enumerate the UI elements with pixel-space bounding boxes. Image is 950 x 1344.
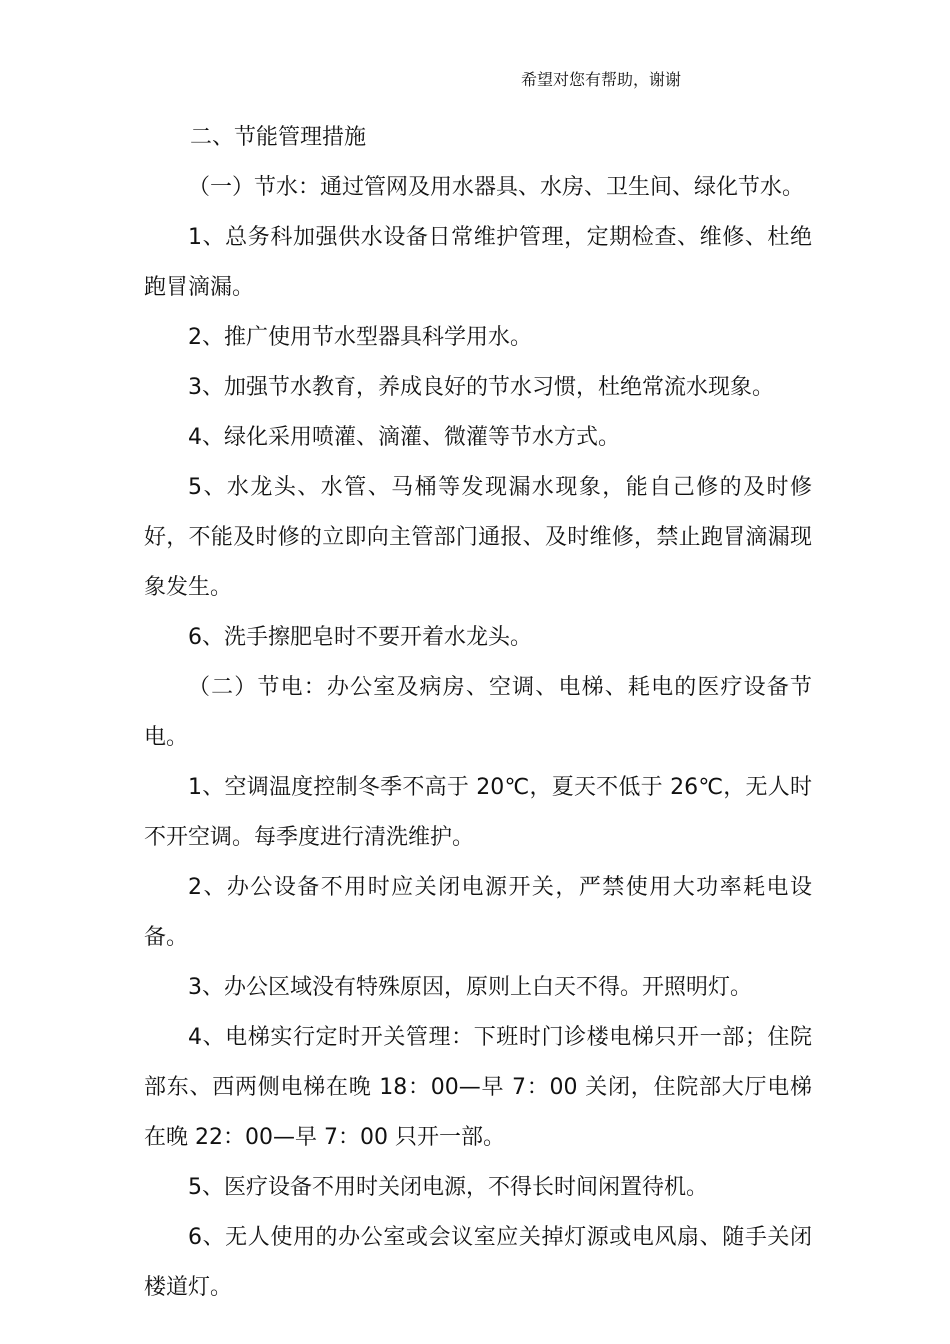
subsection-water-heading: （一）节水：通过管网及用水器具、水房、卫生间、绿化节水。: [188, 175, 805, 200]
water-item-4: 4、绿化采用喷灌、滴灌、微灌等节水方式。: [188, 425, 620, 450]
water-item-3: 3、加强节水教育，养成良好的节水习惯，杜绝常流水现象。: [188, 375, 774, 400]
power-item-6: 6、无人使用的办公室或会议室应关掉灯源或电风扇、随手关闭楼道灯。: [144, 1225, 812, 1300]
document-body: [144, 113, 812, 1313]
power-item-5: 5、医疗设备不用时关闭电源，不得长时间闲置待机。: [188, 1175, 708, 1200]
power-item-1: 1、空调温度控制冬季不高于 20℃，夏天不低于 26℃，无人时不开空调。每季度进行清洗维护。: [144, 775, 812, 850]
power-item-4: 4、电梯实行定时开关管理：下班时门诊楼电梯只开一部；住院部东、西两侧电梯在晚 18：00—早 7：00 关闭，住院部大厅电梯在晚 22：00—早 7：00 只开一部。: [144, 1025, 812, 1150]
water-item-2: 2、推广使用节水型器具科学用水。: [188, 325, 532, 350]
subsection-power-heading: （二）节电：办公室及病房、空调、电梯、耗电的医疗设备节电。: [144, 675, 812, 750]
power-item-3: 3、办公区域没有特殊原因，原则上白天不得。开照明灯。: [188, 975, 752, 1000]
water-item-6: 6、洗手擦肥皂时不要开着水龙头。: [188, 625, 532, 650]
header-note: 希望对您有帮助，谢谢: [521, 70, 682, 89]
power-item-2: 2、办公设备不用时应关闭电源开关，严禁使用大功率耗电设备。: [144, 875, 812, 950]
water-item-5: 5、水龙头、水管、马桶等发现漏水现象，能自己修的及时修好，不能及时修的立即向主管部门通报、及时维修，禁止跑冒滴漏现象发生。: [144, 475, 812, 600]
section-heading: 二、节能管理措施: [190, 125, 367, 150]
water-item-1: 1、总务科加强供水设备日常维护管理，定期检查、维修、杜绝跑冒滴漏。: [144, 225, 812, 300]
